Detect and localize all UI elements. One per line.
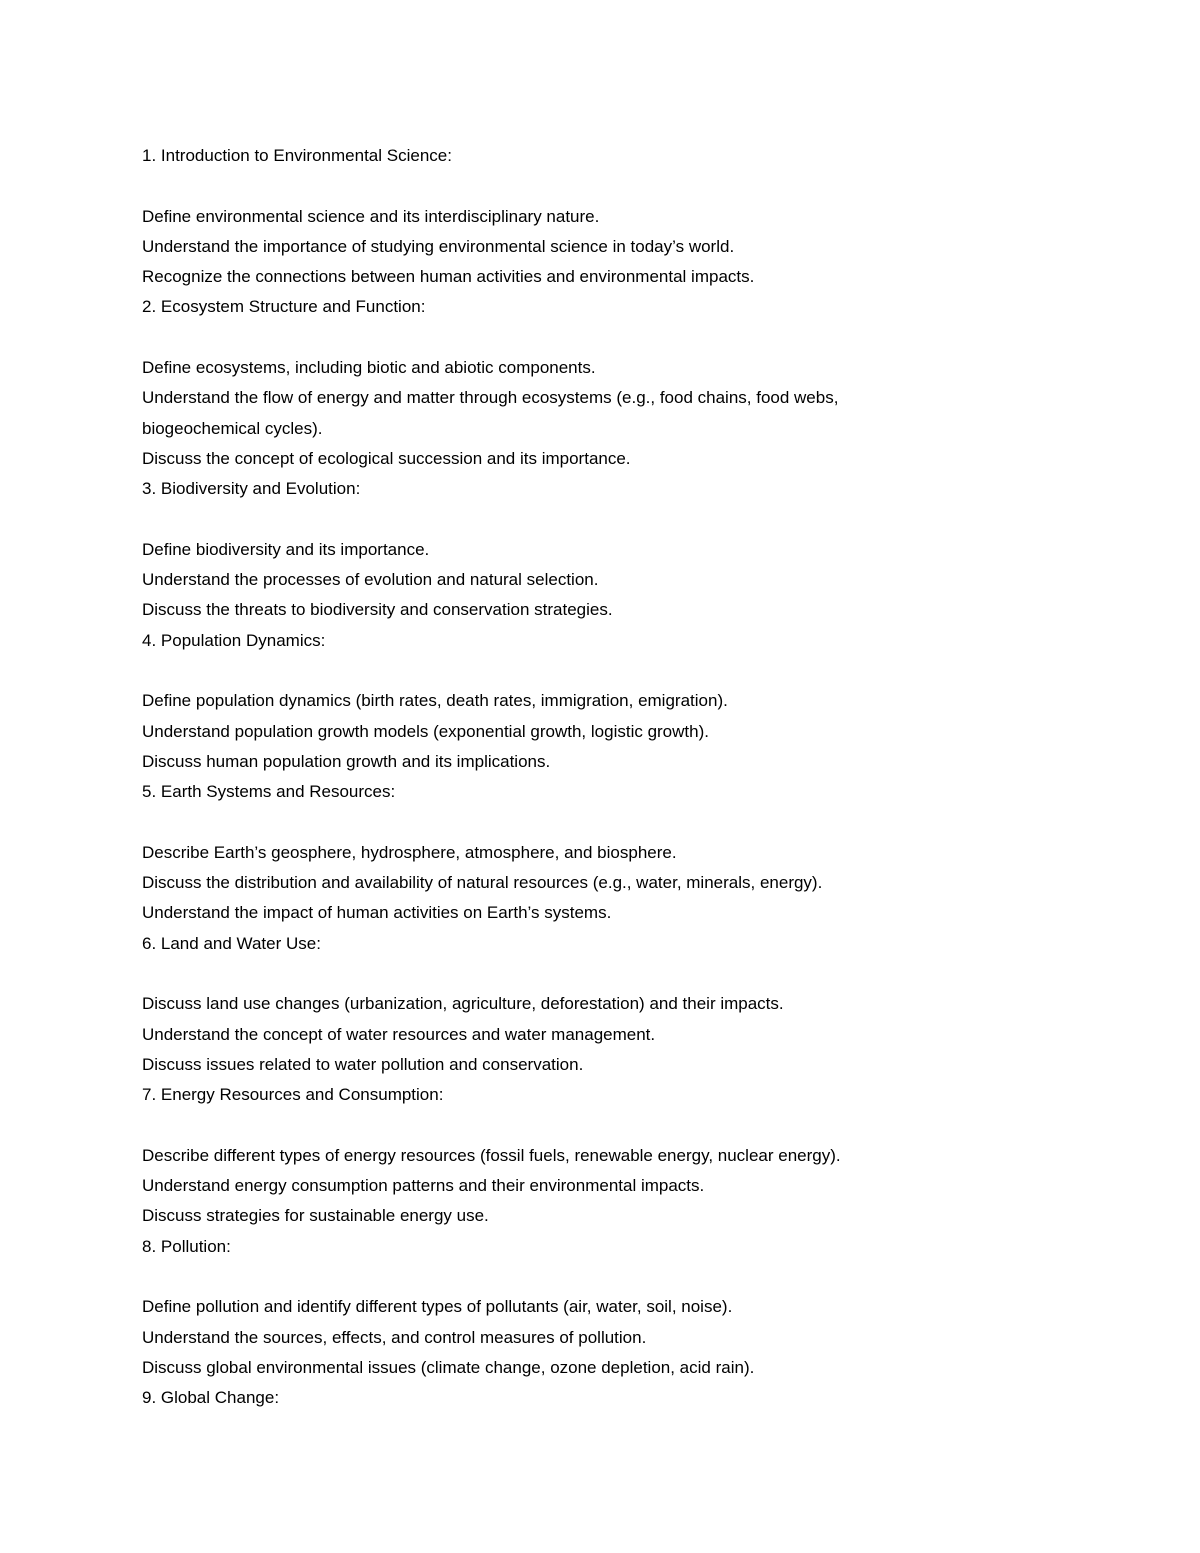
objective-line: Understand the processes of evolution and natural selection.: [142, 570, 599, 590]
blank-line: [142, 171, 1042, 201]
section-heading: 3. Biodiversity and Evolution:: [142, 479, 361, 499]
document-body: [142, 141, 1042, 1413]
objective-line: Understand energy consumption patterns and their environmental impacts.: [142, 1176, 705, 1196]
objective-line: Understand the concept of water resources and water management.: [142, 1024, 656, 1044]
objective-line: Discuss the concept of ecological succession and its importance.: [142, 448, 631, 468]
objective-line: Define ecosystems, including biotic and abiotic components.: [142, 358, 596, 378]
objective-line: Define biodiversity and its importance.: [142, 539, 430, 559]
blank-line: [142, 656, 1042, 686]
objective-line: Discuss the distribution and availability of natural resources (e.g., water, minerals, energy).: [142, 873, 823, 893]
blank-line: [142, 1262, 1042, 1292]
blank-line: [142, 959, 1042, 989]
section-heading: 9. Global Change:: [142, 1388, 280, 1408]
objective-line: Describe Earth’s geosphere, hydrosphere, atmosphere, and biosphere.: [142, 842, 677, 862]
section-9: [142, 1383, 1042, 1413]
objective-line: Discuss issues related to water pollution and conservation.: [142, 1054, 584, 1074]
objective-line: Describe different types of energy resources (fossil fuels, renewable energy, nuclear energy).: [142, 1145, 841, 1165]
objective-line: Recognize the connections between human activities and environmental impacts.: [142, 267, 755, 287]
section-5: [142, 777, 1042, 928]
objective-line: Understand the flow of energy and matter through ecosystems (e.g., food chains, food webs,: [142, 388, 839, 408]
section-6: [142, 929, 1042, 1080]
section-7: [142, 1080, 1042, 1231]
section-1: [142, 141, 1042, 292]
objective-line: Discuss strategies for sustainable energy use.: [142, 1206, 489, 1226]
section-3: [142, 474, 1042, 625]
section-heading: 6. Land and Water Use:: [142, 933, 321, 953]
section-heading: 7. Energy Resources and Consumption:: [142, 1085, 444, 1105]
objective-line: Discuss the threats to biodiversity and conservation strategies.: [142, 600, 613, 620]
section-heading: 5. Earth Systems and Resources:: [142, 782, 396, 802]
objective-line: biogeochemical cycles).: [142, 418, 323, 438]
objective-line: Understand the sources, effects, and control measures of pollution.: [142, 1327, 647, 1347]
section-heading: 2. Ecosystem Structure and Function:: [142, 297, 426, 317]
blank-line: [142, 808, 1042, 838]
objective-line: Understand population growth models (exponential growth, logistic growth).: [142, 721, 709, 741]
section-heading: 1. Introduction to Environmental Science:: [142, 146, 452, 165]
objective-line: Discuss global environmental issues (climate change, ozone depletion, acid rain).: [142, 1357, 755, 1377]
objective-line: Understand the impact of human activities on Earth’s systems.: [142, 903, 612, 923]
objective-line: Define pollution and identify different types of pollutants (air, water, soil, noise).: [142, 1297, 733, 1317]
section-4: [142, 626, 1042, 777]
section-heading: 8. Pollution:: [142, 1236, 231, 1256]
objective-line: Discuss human population growth and its implications.: [142, 751, 551, 771]
objective-line: Define population dynamics (birth rates, death rates, immigration, emigration).: [142, 691, 728, 711]
section-8: [142, 1232, 1042, 1383]
objective-line: Understand the importance of studying environmental science in today’s world.: [142, 236, 735, 256]
blank-line: [142, 1111, 1042, 1141]
blank-line: [142, 323, 1042, 353]
section-heading: 4. Population Dynamics:: [142, 630, 326, 650]
blank-line: [142, 505, 1042, 535]
objective-line: Discuss land use changes (urbanization, agriculture, deforestation) and their impacts.: [142, 994, 784, 1014]
section-2: [142, 292, 1042, 474]
objective-line: Define environmental science and its interdisciplinary nature.: [142, 206, 600, 226]
